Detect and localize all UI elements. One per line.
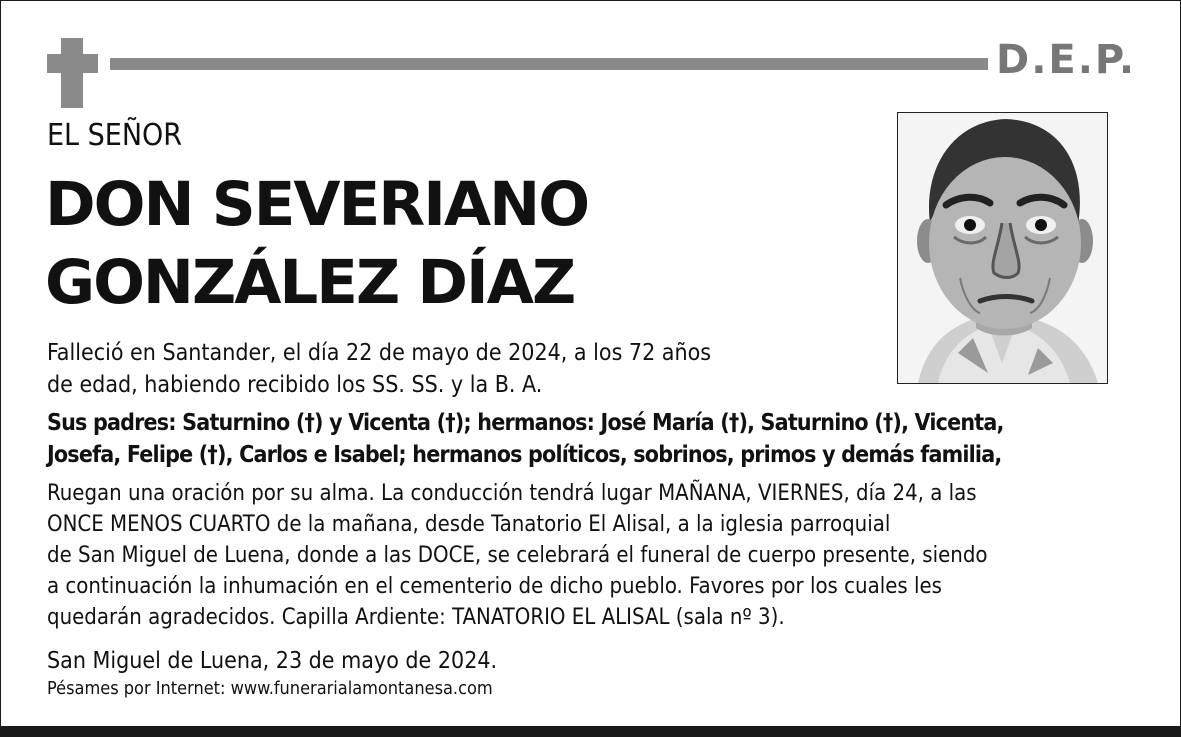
family-list-line: Josefa, Felipe (†), Carlos e Isabel; hermanos políticos, sobrinos, primos y demás familia, bbox=[47, 442, 1002, 468]
dep-label: D.E.P. bbox=[996, 37, 1137, 83]
service-details-line: quedarán agradecidos. Capilla Ardiente: TANATORIO EL ALISAL (sala nº 3). bbox=[47, 605, 785, 630]
family-list-line: Sus padres: Saturnino (†) y Vicenta (†); hermanos: José María (†), Saturnino (†), Vicenta, bbox=[47, 410, 1004, 436]
header-rule bbox=[110, 58, 988, 70]
death-notice-line: Falleció en Santander, el día 22 de mayo de 2024, a los 72 años bbox=[47, 340, 712, 366]
honorific-title: EL SEÑOR bbox=[47, 118, 183, 153]
portrait-photo bbox=[897, 112, 1108, 384]
deceased-name-line-1: DON SEVERIANO bbox=[45, 169, 589, 240]
deceased-name bbox=[45, 166, 588, 322]
deceased-name-line-2: GONZÁLEZ DÍAZ bbox=[45, 247, 575, 318]
family-list bbox=[47, 407, 1004, 471]
cross-icon-bar bbox=[47, 54, 98, 73]
cross-icon bbox=[61, 38, 83, 108]
condolences-website: Pésames por Internet: www.funerarialamontanesa.com bbox=[47, 678, 493, 699]
service-details-line: Ruegan una oración por su alma. La conducción tendrá lugar MAÑANA, VIERNES, día 24, a las bbox=[47, 481, 977, 506]
service-details-line: a continuación la inhumación en el cementerio de dicho pueblo. Favores por los cuales les bbox=[47, 574, 942, 599]
bottom-rule bbox=[0, 726, 1181, 737]
death-notice bbox=[47, 337, 711, 401]
portrait-photo-icon bbox=[898, 113, 1107, 383]
death-notice-line: de edad, habiendo recibido los SS. SS. y la B. A. bbox=[47, 372, 543, 398]
place-and-date: San Miguel de Luena, 23 de mayo de 2024. bbox=[47, 648, 498, 674]
service-details-line: ONCE MENOS CUARTO de la mañana, desde Tanatorio El Alisal, a la iglesia parroquial bbox=[47, 512, 891, 537]
service-details-line: de San Miguel de Luena, donde a las DOCE, se celebrará el funeral de cuerpo presente, siendo bbox=[47, 543, 988, 568]
service-details bbox=[47, 478, 988, 633]
